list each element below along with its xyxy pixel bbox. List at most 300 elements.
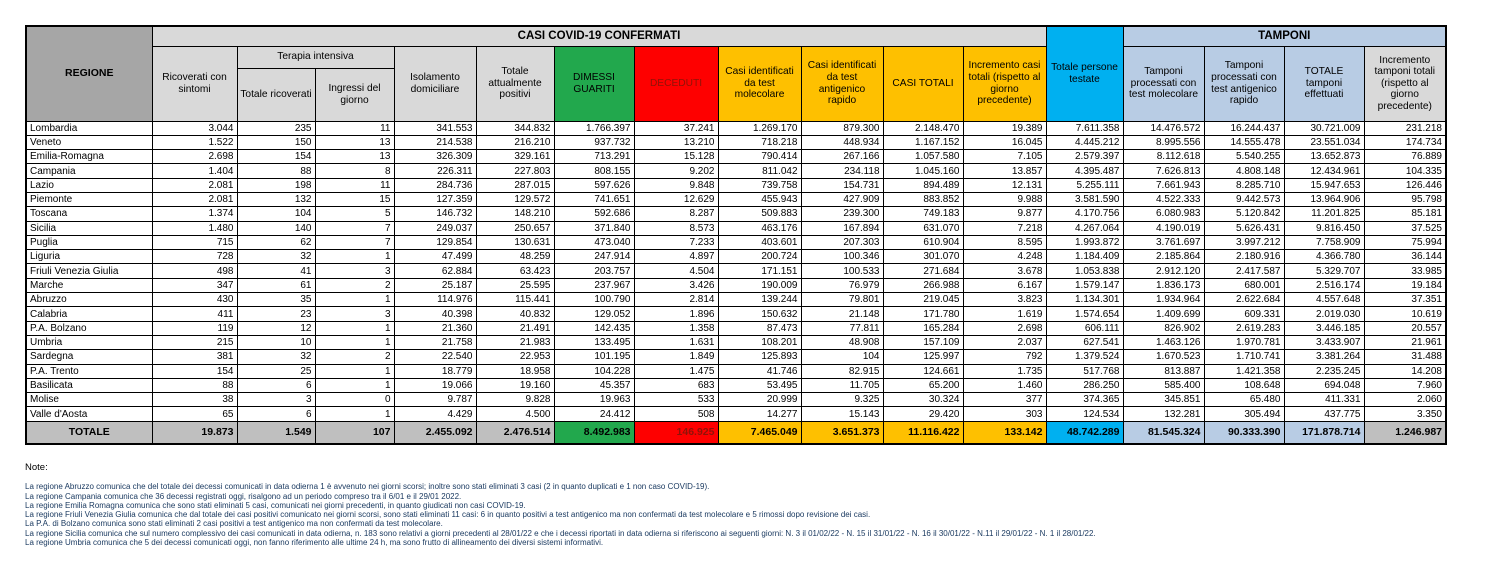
value-cell: 48.259 <box>476 250 554 264</box>
value-cell: 879.300 <box>801 121 883 135</box>
value-cell: 7 <box>315 235 394 249</box>
region-name-cell: Puglia <box>26 235 152 249</box>
value-cell: 8.287 <box>634 207 718 221</box>
table-row <box>26 278 1446 292</box>
value-cell: 76.979 <box>801 278 883 292</box>
value-cell: 3.823 <box>963 293 1046 307</box>
table-row <box>26 264 1446 278</box>
value-cell: 21.758 <box>394 335 476 349</box>
value-cell: 18.958 <box>476 364 554 378</box>
value-cell: 3 <box>237 393 315 407</box>
totale-value-cell: 48.742.289 <box>1046 421 1123 444</box>
region-name-cell: Liguria <box>26 250 152 264</box>
totale-label-cell: TOTALE <box>26 421 152 444</box>
value-cell: 119 <box>152 321 237 335</box>
table-header <box>26 26 1446 121</box>
value-cell: 165.284 <box>883 321 963 335</box>
value-cell: 7.611.358 <box>1046 121 1123 135</box>
value-cell: 231.218 <box>1364 121 1446 135</box>
value-cell: 694.048 <box>1284 378 1364 392</box>
value-cell: 10 <box>237 335 315 349</box>
value-cell: 9.442.573 <box>1204 192 1284 206</box>
value-cell: 247.914 <box>554 250 634 264</box>
value-cell: 9.848 <box>634 178 718 192</box>
value-cell: 749.183 <box>883 207 963 221</box>
value-cell: 130.631 <box>476 235 554 249</box>
region-name-cell: Calabria <box>26 307 152 321</box>
value-cell: 2.081 <box>152 178 237 192</box>
value-cell: 203.757 <box>554 264 634 278</box>
value-cell: 1.710.741 <box>1204 350 1284 364</box>
value-cell: 23 <box>237 307 315 321</box>
value-cell: 3.426 <box>634 278 718 292</box>
value-cell: 1.766.397 <box>554 121 634 135</box>
value-cell: 808.155 <box>554 164 634 178</box>
value-cell: 22.540 <box>394 350 476 364</box>
totale-value-cell: 90.333.390 <box>1204 421 1284 444</box>
value-cell: 16.045 <box>963 135 1046 149</box>
value-cell: 2.698 <box>152 150 237 164</box>
value-cell: 157.109 <box>883 335 963 349</box>
value-cell: 7.105 <box>963 150 1046 164</box>
value-cell: 4.248 <box>963 250 1046 264</box>
value-cell: 11.201.825 <box>1284 207 1364 221</box>
value-cell: 8.595 <box>963 235 1046 249</box>
value-cell: 114.976 <box>394 293 476 307</box>
value-cell: 517.768 <box>1046 364 1123 378</box>
value-cell: 95.798 <box>1364 192 1446 206</box>
value-cell: 8.995.556 <box>1123 135 1204 149</box>
table-row <box>26 207 1446 221</box>
table-row <box>26 364 1446 378</box>
value-cell: 235 <box>237 121 315 135</box>
value-cell: 8.285.710 <box>1204 178 1284 192</box>
value-cell: 5 <box>315 207 394 221</box>
column-header-deceduti: DECEDUTI <box>634 46 718 121</box>
value-cell: 728 <box>152 250 237 264</box>
value-cell: 2.185.864 <box>1123 250 1204 264</box>
value-cell: 3.433.907 <box>1284 335 1364 349</box>
value-cell: 82.915 <box>801 364 883 378</box>
note-line: La regione Campania comunica che 36 decessi registrati oggi, risalgono ad un periodo compreso tra il 6/01 e il 29/01 2022. <box>25 491 462 501</box>
value-cell: 174.734 <box>1364 135 1446 149</box>
value-cell: 813.887 <box>1123 364 1204 378</box>
value-cell: 1.057.580 <box>883 150 963 164</box>
value-cell: 3.581.590 <box>1046 192 1123 206</box>
note-line: La regione Abruzzo comunica che del totale dei decessi comunicati in data odierna 1 è avvenuto nei giorni scorsi; inoltre sono stati eliminati 3 casi (2 in quanto duplicati e 1 non caso COVID-19). <box>25 482 710 492</box>
value-cell: 215 <box>152 335 237 349</box>
table-row <box>26 150 1446 164</box>
value-cell: 12.629 <box>634 192 718 206</box>
totale-value-cell: 2.476.514 <box>476 421 554 444</box>
value-cell: 4.522.333 <box>1123 192 1204 206</box>
value-cell: 680.001 <box>1204 278 1284 292</box>
value-cell: 792 <box>963 350 1046 364</box>
table-row <box>26 178 1446 192</box>
value-cell: 1.358 <box>634 321 718 335</box>
value-cell: 2 <box>315 278 394 292</box>
value-cell: 79.801 <box>801 293 883 307</box>
value-cell: 108.201 <box>718 335 801 349</box>
value-cell: 216.210 <box>476 135 554 149</box>
value-cell: 77.811 <box>801 321 883 335</box>
value-cell: 0 <box>315 393 394 407</box>
value-cell: 377 <box>963 393 1046 407</box>
value-cell: 15.947.653 <box>1284 178 1364 192</box>
value-cell: 883.852 <box>883 192 963 206</box>
value-cell: 32 <box>237 350 315 364</box>
note-line: La regione Sicilia comunica che sul numero complessivo dei casi comunicati in data odierna, n. 183 sono relativi a giorni precedenti al 28/01/22 e che i decessi riportati in data odierna si riferiscono ai seguenti giorni: N. 3 il 01/02/22 - N. 15 il 31/01/22 - N. 16 il 30/01/22 - N.11 il 29/01/22 - N. 1 il 28/01/22. <box>25 528 1096 538</box>
value-cell: 3 <box>315 307 394 321</box>
value-cell: 741.651 <box>554 192 634 206</box>
value-cell: 148.210 <box>476 207 554 221</box>
column-header-totale-ricoverati: Totale ricoverati <box>237 68 315 121</box>
value-cell: 715 <box>152 235 237 249</box>
value-cell: 371.840 <box>554 221 634 235</box>
value-cell: 1.574.654 <box>1046 307 1123 321</box>
table-row <box>26 350 1446 364</box>
value-cell: 226.311 <box>394 164 476 178</box>
value-cell: 2.912.120 <box>1123 264 1204 278</box>
value-cell: 146.732 <box>394 207 476 221</box>
value-cell: 9.202 <box>634 164 718 178</box>
value-cell: 4.366.780 <box>1284 250 1364 264</box>
value-cell: 234.118 <box>801 164 883 178</box>
band-row <box>26 26 1446 46</box>
region-name-cell: Veneto <box>26 135 152 149</box>
value-cell: 4.170.756 <box>1046 207 1123 221</box>
value-cell: 132 <box>237 192 315 206</box>
value-cell: 347 <box>152 278 237 292</box>
value-cell: 87.473 <box>718 321 801 335</box>
value-cell: 463.176 <box>718 221 801 235</box>
value-cell: 129.854 <box>394 235 476 249</box>
value-cell: 5.329.707 <box>1284 264 1364 278</box>
value-cell: 2.814 <box>634 293 718 307</box>
value-cell: 4.500 <box>476 407 554 421</box>
value-cell: 154.731 <box>801 178 883 192</box>
value-cell: 9.787 <box>394 393 476 407</box>
value-cell: 5.120.842 <box>1204 207 1284 221</box>
value-cell: 37.351 <box>1364 293 1446 307</box>
table-row <box>26 293 1446 307</box>
value-cell: 3.997.212 <box>1204 235 1284 249</box>
value-cell: 21.360 <box>394 321 476 335</box>
value-cell: 25 <box>237 364 315 378</box>
value-cell: 104 <box>237 207 315 221</box>
value-cell: 124.661 <box>883 364 963 378</box>
totale-value-cell: 107 <box>315 421 394 444</box>
value-cell: 2.417.587 <box>1204 264 1284 278</box>
value-cell: 63.423 <box>476 264 554 278</box>
value-cell: 739.758 <box>718 178 801 192</box>
value-cell: 1.849 <box>634 350 718 364</box>
value-cell: 129.572 <box>476 192 554 206</box>
table-row <box>26 121 1446 135</box>
value-cell: 19.389 <box>963 121 1046 135</box>
totale-value-cell: 133.142 <box>963 421 1046 444</box>
value-cell: 65.480 <box>1204 393 1284 407</box>
value-cell: 21.983 <box>476 335 554 349</box>
value-cell: 1.836.173 <box>1123 278 1204 292</box>
value-cell: 811.042 <box>718 164 801 178</box>
band-casi-confermati: CASI COVID-19 CONFERMATI <box>152 26 1046 46</box>
value-cell: 190.009 <box>718 278 801 292</box>
column-header-incremento-tamponi: Incremento tamponi totali (rispetto al giorno precedente) <box>1364 46 1446 121</box>
column-header-casi-antigenico: Casi identificati da test antigenico rapido <box>801 46 883 121</box>
value-cell: 15 <box>315 192 394 206</box>
totale-value-cell: 8.492.983 <box>554 421 634 444</box>
value-cell: 124.534 <box>1046 407 1123 421</box>
notes-title: Note: <box>25 462 48 474</box>
totale-value-cell: 171.878.714 <box>1284 421 1364 444</box>
value-cell: 1.374 <box>152 207 237 221</box>
value-cell: 76.889 <box>1364 150 1446 164</box>
value-cell: 533 <box>634 393 718 407</box>
totale-row <box>26 421 1446 444</box>
totale-value-cell: 1.549 <box>237 421 315 444</box>
value-cell: 133.495 <box>554 335 634 349</box>
table-row <box>26 307 1446 321</box>
column-header-totale-tamponi: TOTALE tamponi effettuati <box>1284 46 1364 121</box>
value-cell: 127.359 <box>394 192 476 206</box>
value-cell: 21.491 <box>476 321 554 335</box>
value-cell: 1.460 <box>963 378 1046 392</box>
value-cell: 1.421.358 <box>1204 364 1284 378</box>
value-cell: 62.884 <box>394 264 476 278</box>
value-cell: 32 <box>237 250 315 264</box>
value-cell: 88 <box>237 164 315 178</box>
value-cell: 115.441 <box>476 293 554 307</box>
value-cell: 125.997 <box>883 350 963 364</box>
value-cell: 2.081 <box>152 192 237 206</box>
value-cell: 790.414 <box>718 150 801 164</box>
value-cell: 1 <box>315 335 394 349</box>
value-cell: 1 <box>315 250 394 264</box>
value-cell: 33.985 <box>1364 264 1446 278</box>
value-cell: 85.181 <box>1364 207 1446 221</box>
value-cell: 2 <box>315 350 394 364</box>
value-cell: 132.281 <box>1123 407 1204 421</box>
value-cell: 5.255.111 <box>1046 178 1123 192</box>
value-cell: 1.475 <box>634 364 718 378</box>
value-cell: 62 <box>237 235 315 249</box>
region-name-cell: Basilicata <box>26 378 152 392</box>
note-line: La regione Umbria comunica che 5 dei decessi comunicati oggi, non fanno riferimento alle ultime 24 h, ma sono frutto di allineamento dei diversi sistemi informativi. <box>25 538 604 548</box>
value-cell: 101.195 <box>554 350 634 364</box>
region-name-cell: Sicilia <box>26 221 152 235</box>
region-name-cell: Valle d'Aosta <box>26 407 152 421</box>
value-cell: 7.758.909 <box>1284 235 1364 249</box>
value-cell: 585.400 <box>1123 378 1204 392</box>
covid-table <box>25 25 1447 445</box>
value-cell: 75.994 <box>1364 235 1446 249</box>
value-cell: 7.960 <box>1364 378 1446 392</box>
value-cell: 13.652.873 <box>1284 150 1364 164</box>
value-cell: 219.045 <box>883 293 963 307</box>
totale-value-cell: 2.455.092 <box>394 421 476 444</box>
value-cell: 718.218 <box>718 135 801 149</box>
value-cell: 8.112.618 <box>1123 150 1204 164</box>
value-cell: 100.533 <box>801 264 883 278</box>
value-cell: 214.538 <box>394 135 476 149</box>
value-cell: 305.494 <box>1204 407 1284 421</box>
value-cell: 1.735 <box>963 364 1046 378</box>
value-cell: 1.619 <box>963 307 1046 321</box>
value-cell: 4.429 <box>394 407 476 421</box>
value-cell: 2.579.397 <box>1046 150 1123 164</box>
value-cell: 19.184 <box>1364 278 1446 292</box>
value-cell: 129.052 <box>554 307 634 321</box>
value-cell: 18.779 <box>394 364 476 378</box>
value-cell: 167.894 <box>801 221 883 235</box>
value-cell: 19.963 <box>554 393 634 407</box>
value-cell: 609.331 <box>1204 307 1284 321</box>
table-row <box>26 407 1446 421</box>
value-cell: 7.233 <box>634 235 718 249</box>
value-cell: 1.167.152 <box>883 135 963 149</box>
value-cell: 6 <box>237 407 315 421</box>
value-cell: 125.893 <box>718 350 801 364</box>
value-cell: 140 <box>237 221 315 235</box>
value-cell: 937.732 <box>554 135 634 149</box>
value-cell: 1.045.160 <box>883 164 963 178</box>
value-cell: 498 <box>152 264 237 278</box>
region-name-cell: Lazio <box>26 178 152 192</box>
value-cell: 14.208 <box>1364 364 1446 378</box>
value-cell: 303 <box>963 407 1046 421</box>
value-cell: 61 <box>237 278 315 292</box>
value-cell: 14.277 <box>718 407 801 421</box>
note-line: La regione Emilia Romagna comunica che sono stati eliminati 5 casi, comunicati nei giorni precedenti, in quanto giudicati non casi COVID-19. <box>25 500 526 510</box>
value-cell: 30.721.009 <box>1284 121 1364 135</box>
value-cell: 2.698 <box>963 321 1046 335</box>
value-cell: 374.365 <box>1046 393 1123 407</box>
value-cell: 329.161 <box>476 150 554 164</box>
value-cell: 41 <box>237 264 315 278</box>
value-cell: 48.908 <box>801 335 883 349</box>
note-line: La P.A. di Bolzano comunica sono stati eliminati 2 casi positivi a test antigenico ma non confermati da test molecolare. <box>25 519 443 529</box>
value-cell: 249.037 <box>394 221 476 235</box>
table-row <box>26 335 1446 349</box>
value-cell: 286.250 <box>1046 378 1123 392</box>
value-cell: 12 <box>237 321 315 335</box>
value-cell: 22.953 <box>476 350 554 364</box>
value-cell: 29.420 <box>883 407 963 421</box>
value-cell: 12.131 <box>963 178 1046 192</box>
notes-lines <box>25 482 1455 547</box>
value-cell: 427.909 <box>801 192 883 206</box>
band-tamponi: TAMPONI <box>1123 26 1446 46</box>
value-cell: 14.476.572 <box>1123 121 1204 135</box>
value-cell: 154 <box>237 150 315 164</box>
value-cell: 207.303 <box>801 235 883 249</box>
value-cell: 437.775 <box>1284 407 1364 421</box>
table-row <box>26 378 1446 392</box>
value-cell: 3.044 <box>152 121 237 135</box>
value-cell: 40.832 <box>476 307 554 321</box>
column-header-persone-testate: Totale persone testate <box>1046 26 1123 121</box>
value-cell: 139.244 <box>718 293 801 307</box>
value-cell: 36.144 <box>1364 250 1446 264</box>
value-cell: 24.412 <box>554 407 634 421</box>
column-header-ingressi-giorno: Ingressi del giorno <box>315 68 394 121</box>
value-cell: 250.657 <box>476 221 554 235</box>
value-cell: 200.724 <box>718 250 801 264</box>
value-cell: 45.357 <box>554 378 634 392</box>
value-cell: 8.573 <box>634 221 718 235</box>
value-cell: 1.409.699 <box>1123 307 1204 321</box>
region-name-cell: Toscana <box>26 207 152 221</box>
value-cell: 9.988 <box>963 192 1046 206</box>
value-cell: 287.015 <box>476 178 554 192</box>
table-row <box>26 321 1446 335</box>
value-cell: 9.816.450 <box>1284 221 1364 235</box>
value-cell: 1.184.409 <box>1046 250 1123 264</box>
value-cell: 4.445.212 <box>1046 135 1123 149</box>
value-cell: 154 <box>152 364 237 378</box>
column-header-isolamento: Isolamento domiciliare <box>394 46 476 121</box>
column-header-tamponi-molecolare: Tamponi processati con test molecolare <box>1123 46 1204 121</box>
region-name-cell: Lombardia <box>26 121 152 135</box>
value-cell: 100.346 <box>801 250 883 264</box>
region-name-cell: Piemonte <box>26 192 152 206</box>
value-cell: 37.525 <box>1364 221 1446 235</box>
value-cell: 23.551.034 <box>1284 135 1364 149</box>
value-cell: 14.555.478 <box>1204 135 1284 149</box>
value-cell: 4.808.148 <box>1204 164 1284 178</box>
value-cell: 37.241 <box>634 121 718 135</box>
value-cell: 15.143 <box>801 407 883 421</box>
value-cell: 5.626.431 <box>1204 221 1284 235</box>
value-cell: 267.166 <box>801 150 883 164</box>
value-cell: 508 <box>634 407 718 421</box>
value-cell: 41.746 <box>718 364 801 378</box>
value-cell: 4.267.064 <box>1046 221 1123 235</box>
value-cell: 16.244.437 <box>1204 121 1284 135</box>
value-cell: 7.626.813 <box>1123 164 1204 178</box>
value-cell: 10.619 <box>1364 307 1446 321</box>
value-cell: 1.053.838 <box>1046 264 1123 278</box>
value-cell: 266.988 <box>883 278 963 292</box>
value-cell: 1.379.524 <box>1046 350 1123 364</box>
value-cell: 1.522 <box>152 135 237 149</box>
value-cell: 126.446 <box>1364 178 1446 192</box>
column-header-casi-totali: CASI TOTALI <box>883 46 963 121</box>
value-cell: 411 <box>152 307 237 321</box>
value-cell: 9.828 <box>476 393 554 407</box>
value-cell: 25.187 <box>394 278 476 292</box>
value-cell: 198 <box>237 178 315 192</box>
note-line: La regione Friuli Venezia Giulia comunica che dal totale dei casi positivi comunicato nei giorni scorsi, sono stati eliminati 11 casi: 6 in quanto positivi a test antigenico ma non confermati da test molecolare e 5 rimossi dopo revisione dei casi. <box>25 510 871 520</box>
value-cell: 271.684 <box>883 264 963 278</box>
value-cell: 509.883 <box>718 207 801 221</box>
value-cell: 1 <box>315 293 394 307</box>
totale-value-cell: 1.246.987 <box>1364 421 1446 444</box>
value-cell: 4.504 <box>634 264 718 278</box>
value-cell: 455.943 <box>718 192 801 206</box>
value-cell: 13 <box>315 135 394 149</box>
value-cell: 1.993.872 <box>1046 235 1123 249</box>
value-cell: 4.897 <box>634 250 718 264</box>
value-cell: 1.480 <box>152 221 237 235</box>
value-cell: 2.019.030 <box>1284 307 1364 321</box>
value-cell: 171.151 <box>718 264 801 278</box>
totale-value-cell: 7.465.049 <box>718 421 801 444</box>
value-cell: 88 <box>152 378 237 392</box>
value-cell: 4.190.019 <box>1123 221 1204 235</box>
table-row <box>26 221 1446 235</box>
